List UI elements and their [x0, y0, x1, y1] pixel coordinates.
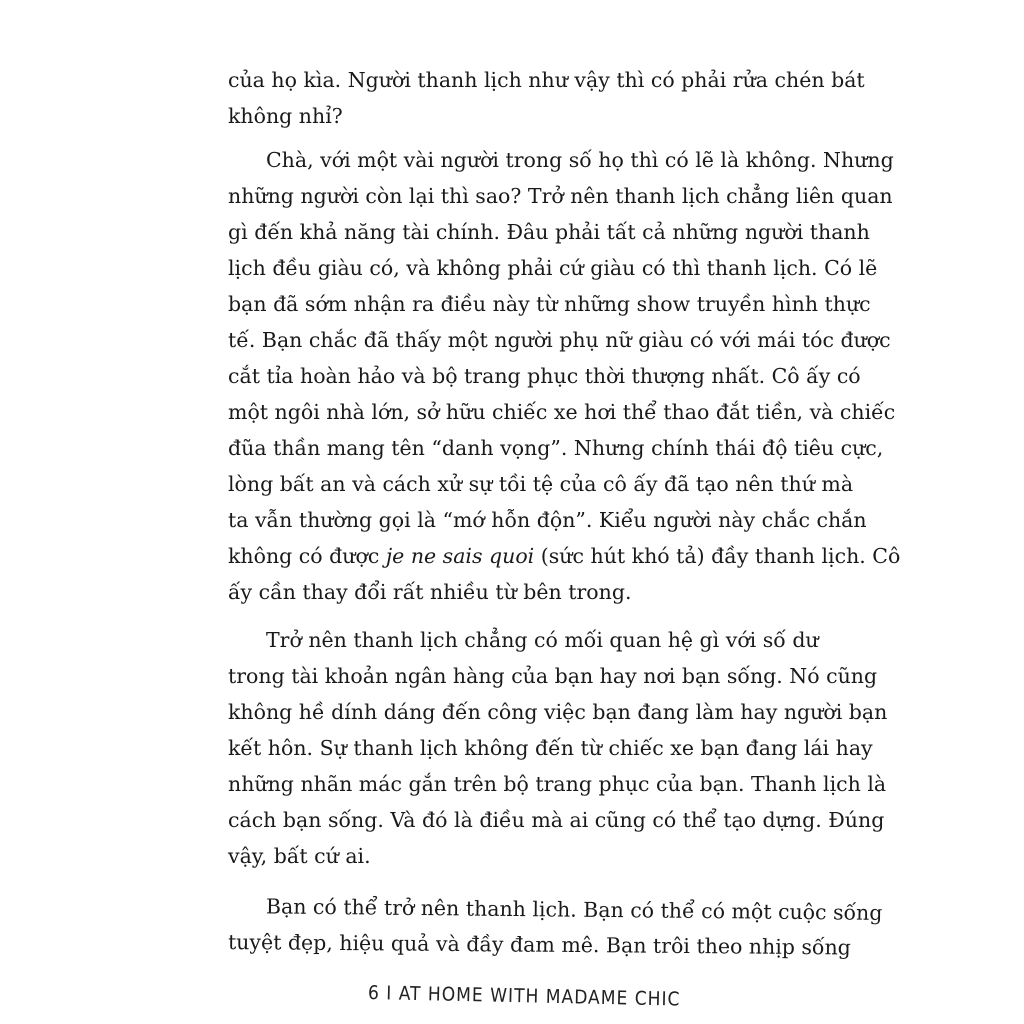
text-line: cắt tỉa hoàn hảo và bộ trang phục thời thượng nhất. Cô ấy có — [228, 364, 861, 388]
text-segment: không có được — [228, 544, 386, 568]
italic-phrase: je ne sais quoi — [385, 544, 535, 568]
text-line: bạn đã sớm nhận ra điều này từ những show truyền hình thực — [228, 292, 871, 316]
text-line: Bạn có thể trở nên thanh lịch. Bạn có thể có một cuộc sống — [265, 894, 883, 925]
text-line: đũa thần mang tên “danh vọng”. Nhưng chính thái độ tiêu cực, — [228, 436, 884, 460]
text-line: vậy, bất cứ ai. — [228, 844, 371, 868]
text-line: của họ kìa. Người thanh lịch như vậy thì có phải rửa chén bát — [228, 68, 865, 92]
text-line: tuyệt đẹp, hiệu quả và đầy đam mê. Bạn trôi theo nhịp sống — [227, 930, 851, 960]
text-line: Trở nên thanh lịch chẳng có mối quan hệ gì với số dư — [266, 628, 819, 652]
text-line: không hề dính dáng đến công việc bạn đang làm hay người bạn — [228, 700, 888, 724]
text-line-with-italic — [228, 538, 901, 574]
running-title: AT HOME WITH MADAME CHIC — [398, 982, 681, 1011]
text-line: ta vẫn thường gọi là “mớ hỗn độn”. Kiểu người này chắc chắn — [228, 508, 867, 532]
text-line: tế. Bạn chắc đã thấy một người phụ nữ giàu có với mái tóc được — [228, 328, 891, 352]
text-line: trong tài khoản ngân hàng của bạn hay nơi bạn sống. Nó cũng — [228, 664, 878, 688]
paragraph-2 — [228, 142, 901, 610]
footer-separator: I — [386, 982, 393, 1005]
text-line: Chà, với một vài người trong số họ thì có lẽ là không. Nhưng — [266, 148, 894, 172]
text-line: lòng bất an và cách xử sự tồi tệ của cô ấy đã tạo nên thứ mà — [228, 472, 854, 496]
page-footer — [368, 982, 681, 1011]
text-line: gì đến khả năng tài chính. Đâu phải tất cả những người thanh — [228, 220, 870, 244]
page-number: 6 — [367, 982, 381, 1005]
paragraph-1 — [228, 62, 865, 134]
text-line: những người còn lại thì sao? Trở nên thanh lịch chẳng liên quan — [228, 184, 893, 208]
text-line: cách bạn sống. Và đó là điều mà ai cũng có thể tạo dựng. Đúng — [228, 808, 885, 832]
paragraph-3 — [228, 622, 888, 874]
text-line: những nhãn mác gắn trên bộ trang phục của bạn. Thanh lịch là — [228, 772, 887, 796]
text-line: lịch đều giàu có, và không phải cứ giàu có thì thanh lịch. Có lẽ — [228, 256, 878, 280]
text-line: không nhỉ? — [228, 104, 343, 128]
text-line: một ngôi nhà lớn, sở hữu chiếc xe hơi thể thao đắt tiền, và chiếc — [228, 400, 896, 424]
paragraph-4 — [227, 888, 883, 960]
body-text — [227, 62, 901, 974]
text-line: kết hôn. Sự thanh lịch không đến từ chiếc xe bạn đang lái hay — [228, 736, 873, 760]
text-segment: (sức hút khó tả) đầy thanh lịch. Cô — [534, 544, 901, 568]
text-line: ấy cần thay đổi rất nhiều từ bên trong. — [228, 580, 632, 604]
